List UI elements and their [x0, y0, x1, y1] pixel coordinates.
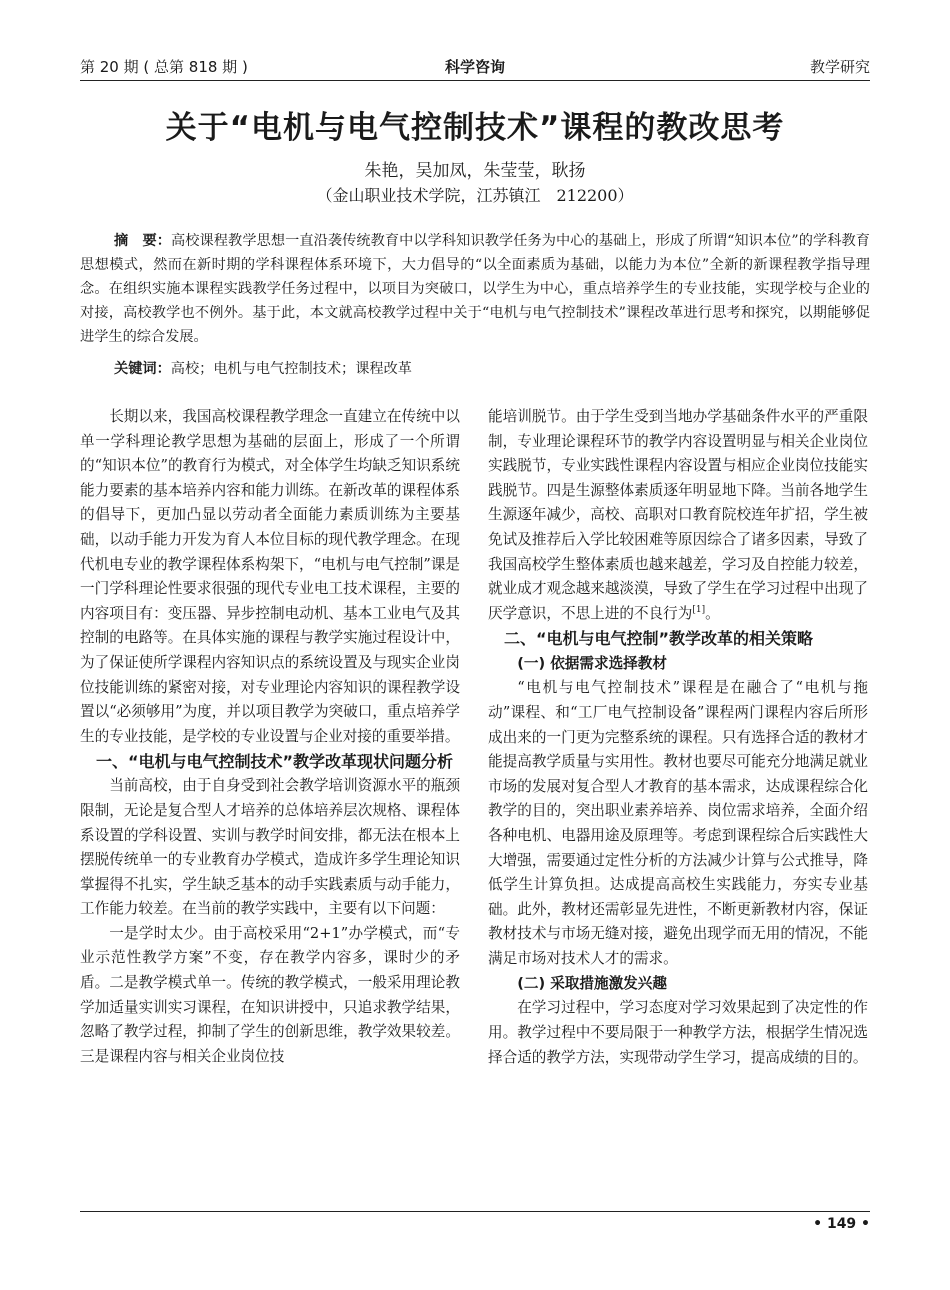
keywords	[80, 357, 870, 381]
abstract-text: 高校课程教学思想一直沿袭传统教育中以学科知识教学任务为中心的基础上，形成了所谓“知识本位”的学科教育思想模式，然而在新时期的学科课程体系环境下，大力倡导的“以全面素质为基础，以能力为本位”全新的新课程教学指导理念。在组织实施本课程实践教学任务过程中，以项目为突破口，以学生为中心，重点培养学生的专业技能，实现学校与企业的对接，高校教学也不例外。基于此，本文就高校教学过程中关于“电机与电气控制技术”课程改革进行思考和探究，以期能够促进学生的综合发展。	[80, 233, 870, 345]
section-heading-1: 一、“电机与电气控制技术”教学改革现状问题分析	[96, 752, 454, 772]
issue-info: 第 20 期 ( 总第 818 期 )	[80, 58, 248, 76]
section-1-paragraph-continued	[488, 405, 868, 626]
footer-divider	[80, 1211, 870, 1212]
running-header	[80, 52, 870, 78]
citation-ref[interactable]: [1]	[692, 604, 706, 615]
keywords-label: 关键词：	[114, 361, 171, 377]
intro-paragraph: 长期以来，我国高校课程教学理念一直建立在传统中以单一学科理论教学思想为基础的层面上，形成了一个所谓的“知识本位”的教育行为模式，对全体学生均缺乏知识系统能力要素的基本培养内容和能力训练。在新改革的课程体系的倡导下，更加凸显以劳动者全面能力素质训练为主要基础，以动手能力开发为育人本位目标的现代教学理念。在现代机电专业的教学课程体系构架下，“电机与电气控制”课是一门学科理论性要求很强的现代专业电工技术课程，主要的内容项目有：变压器、异步控制电动机、基本工业电气及其控制的电路等。在具体实施的课程与教学实施过程设计中，为了保证使所学课程内容知识点的系统设置及与现实企业岗位技能训练的紧密对接，对专业理论内容知识的课程教学设置以“必须够用”为度，并以项目教学为突破口，重点培养学生的专业技能，是学校的专业设置与企业对接的重要举措。	[80, 408, 460, 745]
section-heading-2: 二、“电机与电气控制”教学改革的相关策略	[504, 629, 814, 649]
subsection-heading-2-2: (二) 采取措施激发兴趣	[517, 975, 667, 993]
section-1-paragraph-2: 一是学时太少。由于高校采用“2+1”办学模式，而“专业示范性教学方案”不变，存在教学内容多，课时少的矛盾。二是教学模式单一。传统的教学模式，一般采用理论教学加适量实训实习课程，在知识讲授中，只追求教学结果，忽略了教学过程，抑制了学生的创新思维，教学效果较差。三是课程内容与相关企业岗位技	[80, 924, 460, 1065]
left-column	[80, 405, 460, 1069]
section-1-paragraph-1: 当前高校，由于自身受到社会教学培训资源水平的瓶颈限制，无论是复合型人才培养的总体培养层次规格、课程体系设置的学科设置、实训与教学时间安排，都无法在根本上摆脱传统单一的专业教育办学模式，造成许多学生理论知识掌握得不扎实，学生缺乏基本的动手实践素质与动手能力，工作能力较差。在当前的教学实践中，主要有以下问题：	[80, 777, 460, 918]
abstract-label: 摘 要：	[114, 233, 172, 249]
subsection-2-2-paragraph: 在学习过程中，学习态度对学习效果起到了决定性的作用。教学过程中不要局限于一种教学方法，根据学生情况选择合适的教学方法，实现带动学生学习，提高成绩的目的。	[488, 999, 868, 1066]
author-list: 朱艳，吴加凤，朱莹莹，耿扬	[364, 161, 586, 181]
page-number: • 149 •	[813, 1216, 870, 1232]
keywords-text: 高校；电机与电气控制技术；课程改革	[170, 361, 412, 377]
section-name: 教学研究	[809, 58, 870, 76]
continued-text-end: 。	[705, 604, 720, 622]
journal-name: 科学咨询	[444, 58, 505, 76]
header-divider	[80, 80, 870, 81]
right-column	[488, 405, 868, 1070]
subsection-2-1-paragraph: “电机与电气控制技术”课程是在融合了“电机与拖动”课程、和“工厂电气控制设备”课程两门课程内容后所形成出来的一门更为完整系统的课程。只有选择合适的教材才能提高教学质量与实用性。教材也要尽可能充分地满足就业市场的发展对复合型人才教育的基本需求，达成课程综合化教学的目的，突出职业素养培养、岗位需求培养，全面介绍各种电机、电器用途及原理等。考虑到课程综合后实践性大大增强，需要通过定性分析的方法减少计算与公式推导，降低学生计算负担。达成提高高校生实践能力，夯实专业基础。此外，教材还需彰显先进性，不断更新教材内容，保证教材技术与市场无缝对接，避免出现学而无用的情况，不能满足市场对技术人才的需求。	[488, 679, 868, 967]
subsection-heading-2-1: (一) 依据需求选择教材	[517, 655, 667, 673]
abstract	[80, 229, 870, 349]
article-title: 关于“电机与电气控制技术”课程的教改思考	[165, 110, 785, 146]
continued-text: 能培训脱节。由于学生受到当地办学基础条件水平的严重限制，专业理论课程环节的教学内容设置明显与相关企业岗位实践脱节，专业实践性课程内容设置与相应企业岗位技能实践脱节。四是生源整体素质逐年明显地下降。当前各地学生生源逐年减少，高校、高职对口教育院校连年扩招，学生被免试及推荐后入学比较困难等原因综合了诸多因素，导致了我国高校学生整体素质也越来越差，学习及自控能力较差，就业成才观念越来越淡漠，导致了学生在学习过程中出现了厌学意识，不思上进的不良行为	[488, 408, 868, 622]
author-affiliation: （金山职业技术学院，江苏镇江 212200）	[316, 186, 634, 205]
